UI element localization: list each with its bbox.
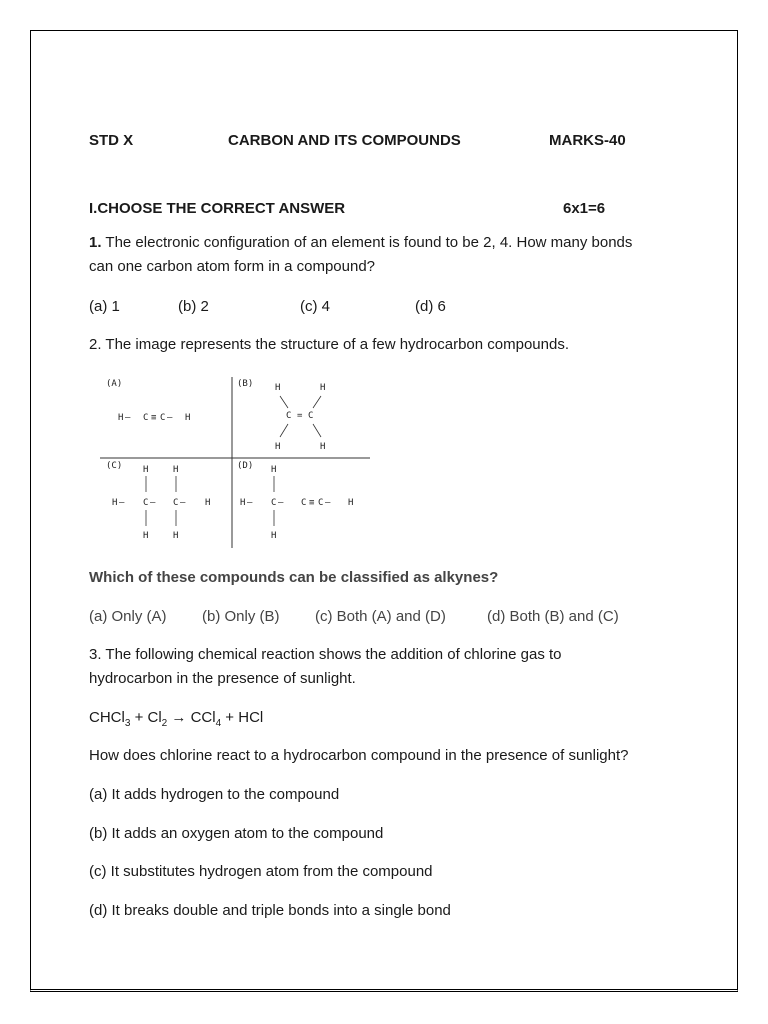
q1-number: 1.	[89, 234, 102, 251]
header-marks: MARKS-40	[549, 132, 626, 149]
label-c: (C)	[106, 461, 123, 471]
q1-text-line1-body: The electronic configuration of an element is found to be 2, 4. How many bonds	[101, 234, 633, 251]
svg-text:H: H	[143, 531, 149, 541]
svg-text:H: H	[275, 442, 281, 452]
q3-option-d: (d) It breaks double and triple bonds into a single bond	[89, 902, 451, 919]
svg-text:—: —	[125, 413, 131, 423]
q3-equation	[89, 706, 263, 735]
header-std: STD X	[89, 132, 134, 149]
q2-option-b: (b) Only (B)	[202, 608, 280, 625]
structure-c	[112, 465, 210, 541]
svg-text:C: C	[271, 498, 277, 508]
structure-b	[275, 383, 325, 452]
q2-option-a: (a) Only (A)	[89, 608, 167, 625]
svg-text:H: H	[173, 465, 179, 475]
svg-text:≡: ≡	[151, 413, 157, 423]
label-b: (B)	[237, 379, 254, 389]
label-d: (D)	[237, 461, 254, 471]
svg-text:H: H	[320, 442, 326, 452]
svg-text:—: —	[278, 498, 284, 508]
svg-text:C: C	[308, 411, 314, 421]
eq-sub-3: 3	[124, 718, 131, 729]
q3-question: How does chlorine react to a hydrocarbon compound in the presence of sunlight?	[89, 747, 629, 764]
svg-text:H: H	[143, 465, 149, 475]
q1-option-b: (b) 2	[178, 298, 209, 315]
svg-text:≡: ≡	[309, 498, 315, 508]
svg-text:—: —	[119, 498, 125, 508]
header-title: CARBON AND ITS COMPOUNDS	[228, 132, 461, 149]
svg-text:C: C	[143, 498, 149, 508]
q1-option-d: (d) 6	[415, 298, 446, 315]
svg-text:C: C	[173, 498, 179, 508]
eq-sub-2: 2	[161, 718, 168, 729]
svg-text:H: H	[185, 413, 191, 423]
q2-option-c: (c) Both (A) and (D)	[315, 608, 446, 625]
svg-text:—: —	[167, 413, 173, 423]
svg-text:H: H	[173, 531, 179, 541]
section-heading: I.CHOOSE THE CORRECT ANSWER	[89, 200, 346, 217]
svg-text:C: C	[160, 413, 166, 423]
eq-product-1: → CCl	[167, 709, 216, 726]
q1-text-line2: can one carbon atom form in a compound?	[89, 258, 376, 275]
q2-prompt: Which of these compounds can be classified as alkynes?	[89, 569, 499, 586]
svg-text:—: —	[180, 498, 186, 508]
eq-reactant-1: CHCl	[89, 709, 125, 726]
section-marks: 6x1=6	[563, 200, 606, 217]
svg-text:H: H	[240, 498, 246, 508]
q3-text-line2: hydrocarbon in the presence of sunlight.	[89, 670, 356, 687]
svg-text:—: —	[247, 498, 253, 508]
eq-product-2: + HCl	[221, 709, 264, 726]
svg-text:C: C	[143, 413, 149, 423]
svg-text:—: —	[325, 498, 331, 508]
structure-a	[118, 413, 190, 423]
q1-option-c: (c) 4	[300, 298, 330, 315]
q3-option-a: (a) It adds hydrogen to the compound	[89, 786, 340, 803]
svg-text:H: H	[275, 383, 281, 393]
svg-text:H: H	[320, 383, 326, 393]
svg-text:H: H	[271, 531, 277, 541]
structure-d	[240, 465, 353, 541]
svg-text:H: H	[271, 465, 277, 475]
svg-text:H: H	[112, 498, 118, 508]
q3-text-line1: 3. The following chemical reaction shows the addition of chlorine gas to	[89, 646, 562, 663]
svg-text:C: C	[301, 498, 307, 508]
label-a: (A)	[106, 379, 123, 389]
svg-text:C: C	[318, 498, 324, 508]
svg-text:C: C	[286, 411, 292, 421]
svg-text:H: H	[118, 413, 124, 423]
q2-text: 2. The image represents the structure of a few hydrocarbon compounds.	[89, 336, 569, 353]
svg-text:H: H	[205, 498, 211, 508]
q2-option-d: (d) Both (B) and (C)	[487, 608, 619, 625]
q1-option-a: (a) 1	[89, 298, 120, 315]
eq-reactant-2: + Cl	[130, 709, 162, 726]
q3-option-b: (b) It adds an oxygen atom to the compound	[89, 825, 384, 842]
hydrocarbon-structures-diagram	[100, 375, 372, 550]
eq-sub-4: 4	[215, 718, 222, 729]
svg-text:—: —	[150, 498, 156, 508]
svg-text:=: =	[297, 411, 303, 421]
svg-text:H: H	[348, 498, 354, 508]
q3-option-c: (c) It substitutes hydrogen atom from the compound	[89, 863, 433, 880]
q1-text-line1	[89, 231, 632, 254]
